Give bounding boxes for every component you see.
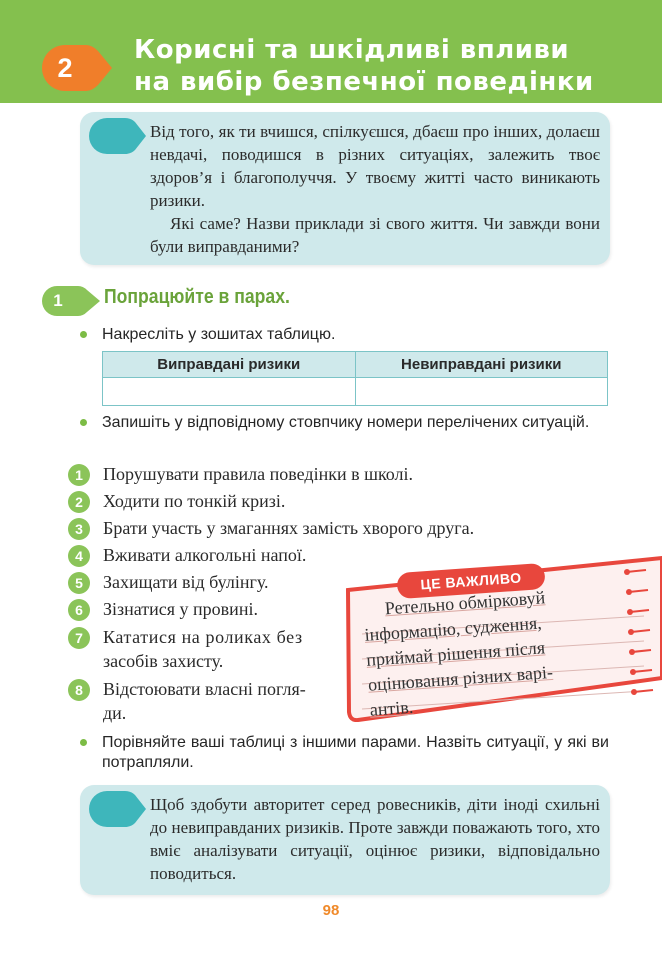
note-line-4: оцінювання різних варі- [367,661,554,695]
chapter-title-line2: на вибір безпечної поведінки [134,67,594,97]
situation-text: Порушувати правила поведінки в школі. [103,464,414,484]
situation-number-badge: 7 [68,627,90,649]
situation-number-badge: 6 [68,599,90,621]
chapter-header [0,0,662,103]
situation-text: Брати участь у змаганнях замість хворого друга. [103,518,475,538]
page-number: 98 [322,902,340,919]
situation-number-badge: 3 [68,518,90,540]
situation-number-badge: 1 [68,464,90,486]
situation-text: Захищати від булінгу. [103,572,269,592]
table-header-justified: Виправдані ризики [103,352,356,378]
situation-text: Кататися на роликах без [103,627,303,647]
table-header-unjustified: Невиправдані ризики [355,352,608,378]
situation-number-badge: 8 [68,679,90,701]
summary-box [80,785,610,895]
teal-drop-icon [89,118,147,154]
intro-paragraph-2: Які саме? Назви приклади зі свого життя. Чи завжди вони були виправданими? [150,214,600,256]
task-number-badge [42,286,102,316]
table-cell-empty-1 [103,378,356,406]
situation-number-badge: 5 [68,572,90,594]
bullet-dot-icon [80,419,87,426]
situation-number-badge: 2 [68,491,90,513]
task-title: Попрацюйте в парах. [104,286,290,308]
table-cell-empty-2 [355,378,608,406]
task-number: 1 [53,291,63,310]
situation-text-continued: засобів захисту. [103,651,224,671]
chapter-number: 2 [57,53,73,83]
situation-text: Вживати алкогольні напої. [103,545,307,565]
risk-table [102,351,608,406]
intro-paragraph-1: Від того, як ти вчишся, спілкуєшся, дбаєш про інших, долаєш невдачі, поводишся в різних ситуаціях, залежить твоє здоров’я і благополуччя. У твоєму житті часто виникають ризики. [150,122,600,210]
note-line-2: інформацію, судження, [363,612,543,645]
bullet-text-1: Накресліть у зошитах таблицю. [102,326,336,343]
chapter-title-line1: Корисні та шкідливі впливи [134,35,570,65]
bullet-item-2 [80,413,610,455]
bullet-text-3: Порівняйте ваші таблиці з іншими парами. Назвіть ситуації, у які ви потрапляли. [102,734,609,771]
situation-text: Ходити по тонкій кризі. [103,491,286,511]
important-note-text [362,581,610,722]
chapter-number-badge [42,45,112,91]
situation-number-badge: 4 [68,545,90,567]
situation-text-continued: ди. [103,703,127,723]
chapter-title [134,34,594,98]
summary-text: Щоб здобути авторитет серед ровесників, діти іноді схильні до невиправданих ризиків. Проте завжди поважають того, хто вміє аналізувати ситуації, оцінює ризики, відповідально поводиться. [150,795,600,883]
situation-text: Відстоювати власні погля- [103,679,306,699]
intro-text [150,120,600,258]
bullet-dot-icon [80,331,87,338]
bullet-text-2: Запишіть у відповідному стовпчику номери перелічених ситуацій. [102,414,590,431]
bullet-item-3 [80,733,610,775]
teal-drop-icon [89,791,147,827]
note-line-3: приймай рішення після [365,637,546,670]
note-line-1: Ретельно обмірковуй [384,587,546,619]
important-label: ЦЕ ВАЖЛИВО [396,563,545,599]
intro-box [80,112,610,265]
bullet-dot-icon [80,739,87,746]
situation-text: Зізнатися у провині. [103,599,258,619]
note-line-5: антів. [369,696,414,720]
